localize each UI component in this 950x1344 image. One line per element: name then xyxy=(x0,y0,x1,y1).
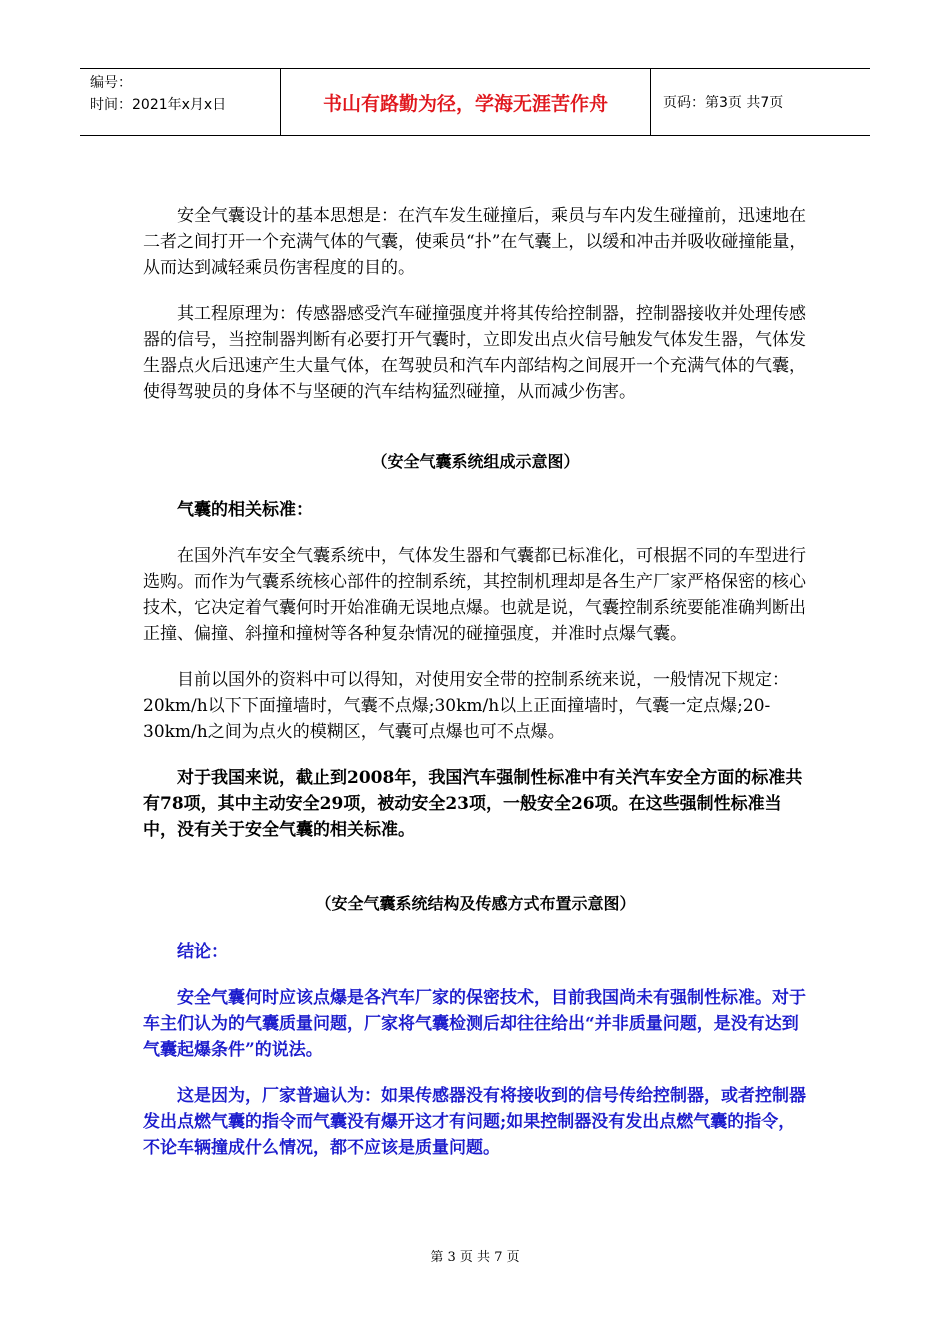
paragraph-china-standards: 对于我国来说，截止到2008年，我国汽车强制性标准中有关汽车安全方面的标准共有78项，其中主动安全29项，被动安全23项，一般安全26项。在这些强制性标准当中，没有关于安全气囊的相关标准。 xyxy=(143,768,803,840)
header-page-label: 页码：第3页 共7页 xyxy=(663,95,784,111)
section-heading-conclusion: 结论： xyxy=(177,942,228,962)
document-body xyxy=(143,203,808,1161)
header-meta-cell xyxy=(80,69,281,135)
figure-caption-sensor-layout: （安全气囊系统结构及传感方式布置示意图） xyxy=(315,894,636,913)
paragraph-airbag-concept: 安全气囊设计的基本思想是：在汽车发生碰撞后，乘员与车内发生碰撞前，迅速地在二者之间打开一个充满气体的气囊，使乘员“扑”在气囊上，以缓和冲击并吸收碰撞能量，从而达到减轻乘员伤害程度的目的。 xyxy=(143,206,807,278)
paragraph-engineering-principle: 其工程原理为：传感器感受汽车碰撞强度并将其传给控制器，控制器接收并处理传感器的信号，当控制器判断有必要打开气囊时，立即发出点火信号触发气体发生器，气体发生器点火后迅速产生大量气体，在驾驶员和汽车内部结构之间展开一个充满气体的气囊，使得驾驶员的身体不与坚硬的汽车结构猛烈碰撞，从而减少伤害。 xyxy=(143,304,806,402)
figure-caption-system-composition: （安全气囊系统组成示意图） xyxy=(371,452,580,471)
page-footer: 第 3 页 共 7 页 xyxy=(430,1250,520,1265)
header-motto: 书山有路勤为径，学海无涯苦作舟 xyxy=(281,69,651,135)
paragraph-foreign-standards: 在国外汽车安全气囊系统中，气体发生器和气囊都已标准化，可根据不同的车型进行选购。而作为气囊系统核心部件的控制系统，其控制机理却是各生产厂家严格保密的核心技术，它决定着气囊何时开始准确无误地点爆。也就是说，气囊控制系统要能准确判断出正撞、偏撞、斜撞和撞树等各种复杂情况的碰撞强度，并准时点爆气囊。 xyxy=(143,546,806,644)
document-time-label: 时间：2021年x月x日 xyxy=(90,97,227,113)
paragraph-conclusion-2: 这是因为，厂家普遍认为：如果传感器没有将接收到的信号传给控制器，或者控制器发出点燃气囊的指令而气囊没有爆开这才有问题;如果控制器没有发出点燃气囊的指令，不论车辆撞成什么情况，都不应该是质量问题。 xyxy=(143,1086,806,1158)
document-number-label: 编号： xyxy=(90,75,132,91)
page-header xyxy=(80,68,870,136)
section-heading-standards: 气囊的相关标准： xyxy=(177,500,313,520)
paragraph-deployment-thresholds: 目前以国外的资料中可以得知，对使用安全带的控制系统来说，一般情况下规定：20km/h以下下面撞墙时，气囊不点爆;30km/h以上正面撞墙时，气囊一定点爆;20-30km/h之间为点火的模糊区，气囊可点爆也可不点爆。 xyxy=(143,670,789,742)
paragraph-conclusion-1: 安全气囊何时应该点爆是各汽车厂家的保密技术，目前我国尚未有强制性标准。对于车主们认为的气囊质量问题，厂家将气囊检测后却往往给出“并非质量问题，是没有达到气囊起爆条件”的说法。 xyxy=(143,988,806,1060)
